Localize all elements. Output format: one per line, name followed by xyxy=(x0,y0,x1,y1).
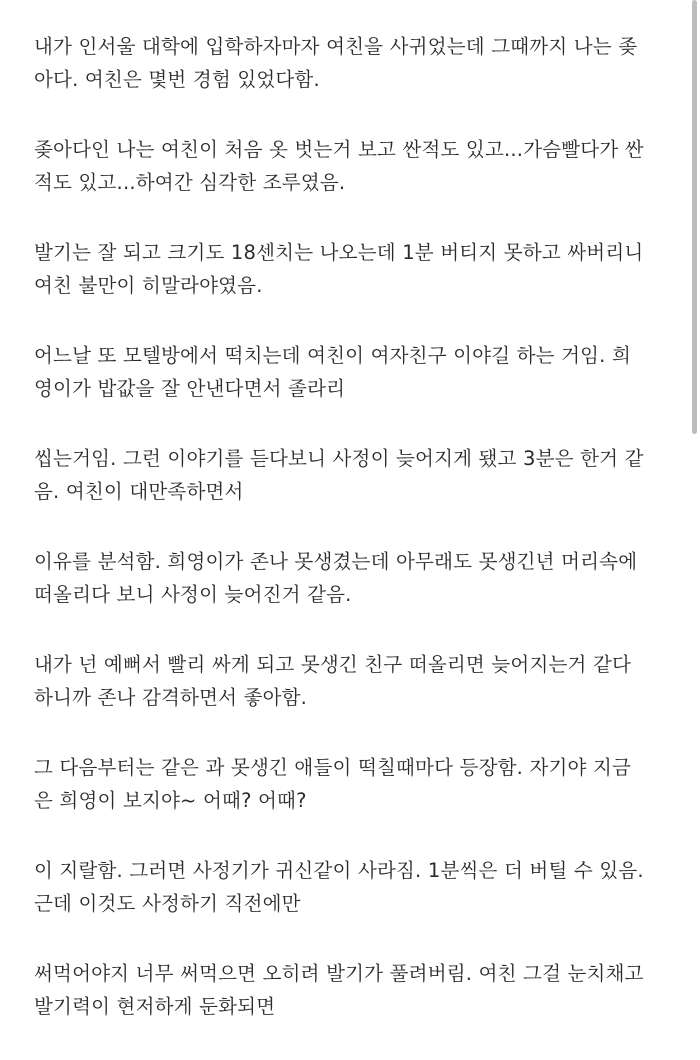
scrollbar-thumb[interactable] xyxy=(692,0,697,434)
text-line: 내가 인서울 대학에 입학하자마자 여친을 사귀었는데 그때까지 나는 좆 xyxy=(34,35,638,58)
text-line: 발기력이 현저하게 둔화되면 xyxy=(34,995,276,1018)
paragraph-3 xyxy=(34,236,684,302)
paragraph-1 xyxy=(34,30,684,96)
paragraph-6 xyxy=(34,545,684,611)
text-line: 발기는 잘 되고 크기도 18센치는 나오는데 1분 버티지 못하고 싸버리니 xyxy=(34,241,644,264)
paragraph-8 xyxy=(34,751,684,817)
text-line: 은 희영이 보지야~ 어때? 어때? xyxy=(34,789,307,812)
post-body xyxy=(34,30,684,1060)
text-line: 이 지랄함. 그러면 사정기가 귀신같이 사라짐. 1분씩은 더 버틸 수 있음. xyxy=(34,859,644,882)
paragraph-10 xyxy=(34,957,684,1023)
text-line: 아다. 여친은 몇번 경험 있었다함. xyxy=(34,68,320,91)
text-line: 음. 여친이 대만족하면서 xyxy=(34,480,244,503)
paragraph-2 xyxy=(34,133,684,199)
text-line: 근데 이것도 사정하기 직전에만 xyxy=(34,892,301,915)
text-line: 여친 불만이 히말라야였음. xyxy=(34,274,263,297)
text-line: 씹는거임. 그런 이야기를 듣다보니 사정이 늦어지게 됐고 3분은 한거 같 xyxy=(34,447,644,470)
paragraph-7 xyxy=(34,648,684,714)
text-line: 좆아다인 나는 여친이 처음 옷 벗는거 보고 싼적도 있고...가슴빨다가 싼 xyxy=(34,138,644,161)
paragraph-4 xyxy=(34,339,684,405)
paragraph-5 xyxy=(34,442,684,508)
paragraph-9 xyxy=(34,854,684,920)
text-line: 하니까 존나 감격하면서 좋아함. xyxy=(34,686,308,709)
text-line: 적도 있고...하여간 심각한 조루였음. xyxy=(34,171,346,194)
text-line: 이유를 분석함. 희영이가 존나 못생겼는데 아무래도 못생긴년 머리속에 xyxy=(34,550,638,573)
text-line: 써먹어야지 너무 써먹으면 오히려 발기가 풀려버림. 여친 그걸 눈치채고 xyxy=(34,962,644,985)
text-line: 떠올리다 보니 사정이 늦어진거 같음. xyxy=(34,583,352,606)
text-line: 내가 넌 예뻐서 빨리 싸게 되고 못생긴 친구 떠올리면 늦어지는거 같다 xyxy=(34,653,632,676)
text-line: 어느날 또 모텔방에서 떡치는데 여친이 여자친구 이야길 하는 거임. 희 xyxy=(34,344,632,367)
text-line: 영이가 밥값을 잘 안낸다면서 졸라리 xyxy=(34,377,346,400)
text-line: 그 다음부터는 같은 과 못생긴 애들이 떡칠때마다 등장함. 자기야 지금 xyxy=(34,756,632,779)
